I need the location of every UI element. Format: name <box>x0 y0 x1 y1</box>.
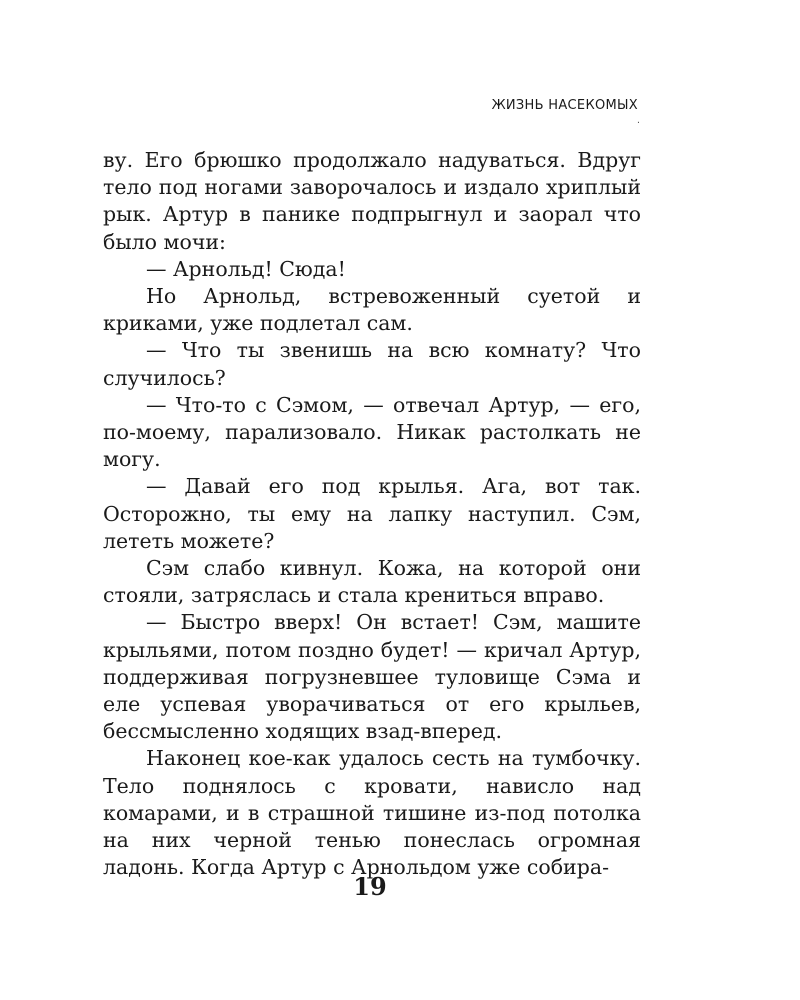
paragraph: — Что ты звенишь на всю комнату? Что случилось? <box>103 338 641 390</box>
paragraph: — Арнольд! Сюда! <box>146 256 346 281</box>
paragraph: ву. Его брюшко продолжало надуваться. Вдруг тело под ногами заворочалось и издало хриплый рык. Артур в панике подпрыгнул и заорал что было мочи: <box>103 148 641 254</box>
paragraph: Сэм слабо кивнул. Кожа, на которой они стояли, затряслась и стала крениться вправо. <box>103 556 641 608</box>
page-number: 19 <box>353 872 387 901</box>
paragraph: Наконец кое-как удалось сесть на тумбочку. Тело поднялось с кровати, нависло над комарами, и в страшной тишине из-под потолка на них черной тенью понеслась огромная ладонь. Когда Артур с Арнольдом уже собира- <box>103 746 641 880</box>
paragraph: Но Арнольд, встревоженный суетой и криками, уже подлетал сам. <box>103 284 641 336</box>
paragraph: — Давай его под крылья. Ага, вот так. Осторожно, ты ему на лапку наступил. Сэм, лететь можете? <box>103 474 641 553</box>
body-text <box>103 147 641 881</box>
running-head: ЖИЗНЬ НАСЕКОМЫХ <box>491 98 638 113</box>
running-head-mark: · <box>636 118 640 129</box>
paragraph: — Что-то с Сэмом, — отвечал Артур, — его, по-моему, парализовало. Никак растолкать не могу. <box>103 392 641 472</box>
paragraph: — Быстро вверх! Он встает! Сэм, машите крыльями, потом поздно будет! — кричал Артур, поддерживая погрузневшее туловище Сэма и еле успевая уворачиваться от его крыльев, бессмысленно ходящих взад-вперед. <box>103 610 641 744</box>
